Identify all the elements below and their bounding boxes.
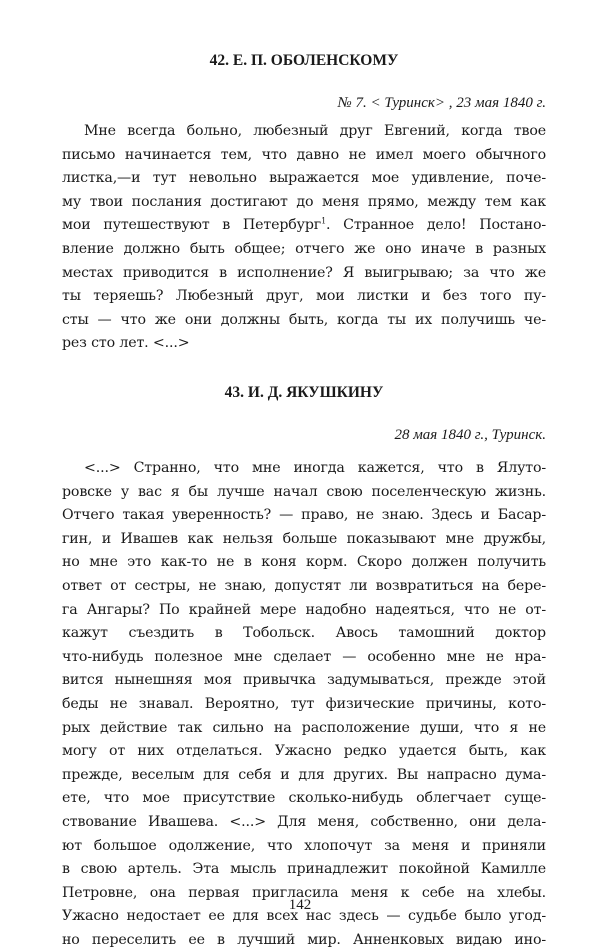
text-line: ют большое одолжение, что хлопочут за меня и приняли bbox=[62, 837, 546, 854]
text-line: ете, что мое присутствие сколько-нибудь облегчает суще- bbox=[62, 790, 546, 807]
text-line: что-нибудь полезное мне сделает — особенно мне не нра- bbox=[62, 648, 546, 665]
text-line bbox=[62, 214, 546, 238]
text-segment: . Странное дело! Постано- bbox=[326, 217, 546, 234]
text-line: га Ангары? По крайней мере надобно надеяться, что не от- bbox=[62, 601, 546, 618]
letter-43-dateline: 28 мая 1840 г., Туринск. bbox=[394, 427, 546, 443]
text-line: му твои послания достигают до меня прямо, между тем как bbox=[62, 193, 546, 210]
text-line: сты — что же они должны быть, когда ты их получишь че- bbox=[62, 311, 546, 328]
text-line: рез сто лет. <...> bbox=[62, 335, 190, 352]
text-line: прежде, веселым для себя и для других. Вы напрасно дума- bbox=[62, 766, 546, 783]
text-line: гин, и Ивашев как нельзя больше показывают мне дружбы, bbox=[62, 530, 546, 547]
text-line: ствование Ивашева. <...> Для меня, собственно, они дела- bbox=[62, 813, 546, 830]
footnote-marker[interactable]: 1 bbox=[321, 216, 327, 226]
text-line: <...> Странно, что мне иногда кажется, что в Ялуто- bbox=[84, 460, 546, 476]
letter-42-body bbox=[62, 120, 546, 356]
text-line: Петровне, она первая пригласила меня к себе на хлебы. bbox=[62, 884, 546, 901]
text-line: вится нынешняя моя привычка задумываться, прежде этой bbox=[62, 672, 546, 689]
text-line: листка,—и тут невольно выражается мое удивление, поче- bbox=[62, 170, 546, 187]
letter-43-heading: 43. И. Д. ЯКУШКИНУ bbox=[224, 384, 384, 401]
letter-42-heading: 42. Е. П. ОБОЛЕНСКОМУ bbox=[209, 52, 399, 69]
text-line: ровске у вас я бы лучше начал свою поселенческую жизнь. bbox=[62, 483, 546, 500]
text-line: беды не знавал. Вероятно, тут физические причины, кото- bbox=[62, 695, 546, 712]
text-line: ты теряешь? Любезный друг, мои листки и без того пу- bbox=[62, 288, 546, 305]
text-line: ответ от сестры, не знаю, допустят ли возвратиться на бере- bbox=[62, 577, 546, 594]
text-line: письмо начинается тем, что давно не имел моего обычного bbox=[62, 146, 546, 163]
text-line: местах приводится в исполнение? Я выигрываю; за что же bbox=[62, 264, 546, 281]
text-line: Отчего такая уверенность? — право, не знаю. Здесь и Басар- bbox=[62, 507, 546, 524]
text-line: могу от них отделаться. Ужасно редко удается быть, как bbox=[62, 743, 546, 760]
text-line: кажут съездить в Тобольск. Авось тамошний доктор bbox=[62, 625, 546, 642]
text-line: но переселить ее в лучший мир. Анненковых видаю ино- bbox=[62, 931, 546, 948]
text-line: Мне всегда больно, любезный друг Евгений, когда твое bbox=[84, 123, 546, 139]
text-line: в свою артель. Эта мысль принадлежит покойной Камилле bbox=[62, 861, 546, 878]
text-line: рых действие так сильно на расположение души, что я не bbox=[62, 719, 546, 736]
text-line: но мне это как-то не в коня корм. Скоро должен получить bbox=[62, 554, 546, 571]
letter-43-body bbox=[62, 457, 546, 952]
text-line: Ужасно недостает ее для всех нас здесь — судьбе было угод- bbox=[62, 908, 546, 925]
letter-42-dateline: № 7. < Туринск> , 23 мая 1840 г. bbox=[337, 95, 546, 111]
page-number: 142 bbox=[288, 897, 312, 913]
text-line: вление должно быть общее; отчего же оно иначе в разных bbox=[62, 240, 546, 257]
text-segment: мои путешествуют в Петербург bbox=[62, 217, 322, 234]
